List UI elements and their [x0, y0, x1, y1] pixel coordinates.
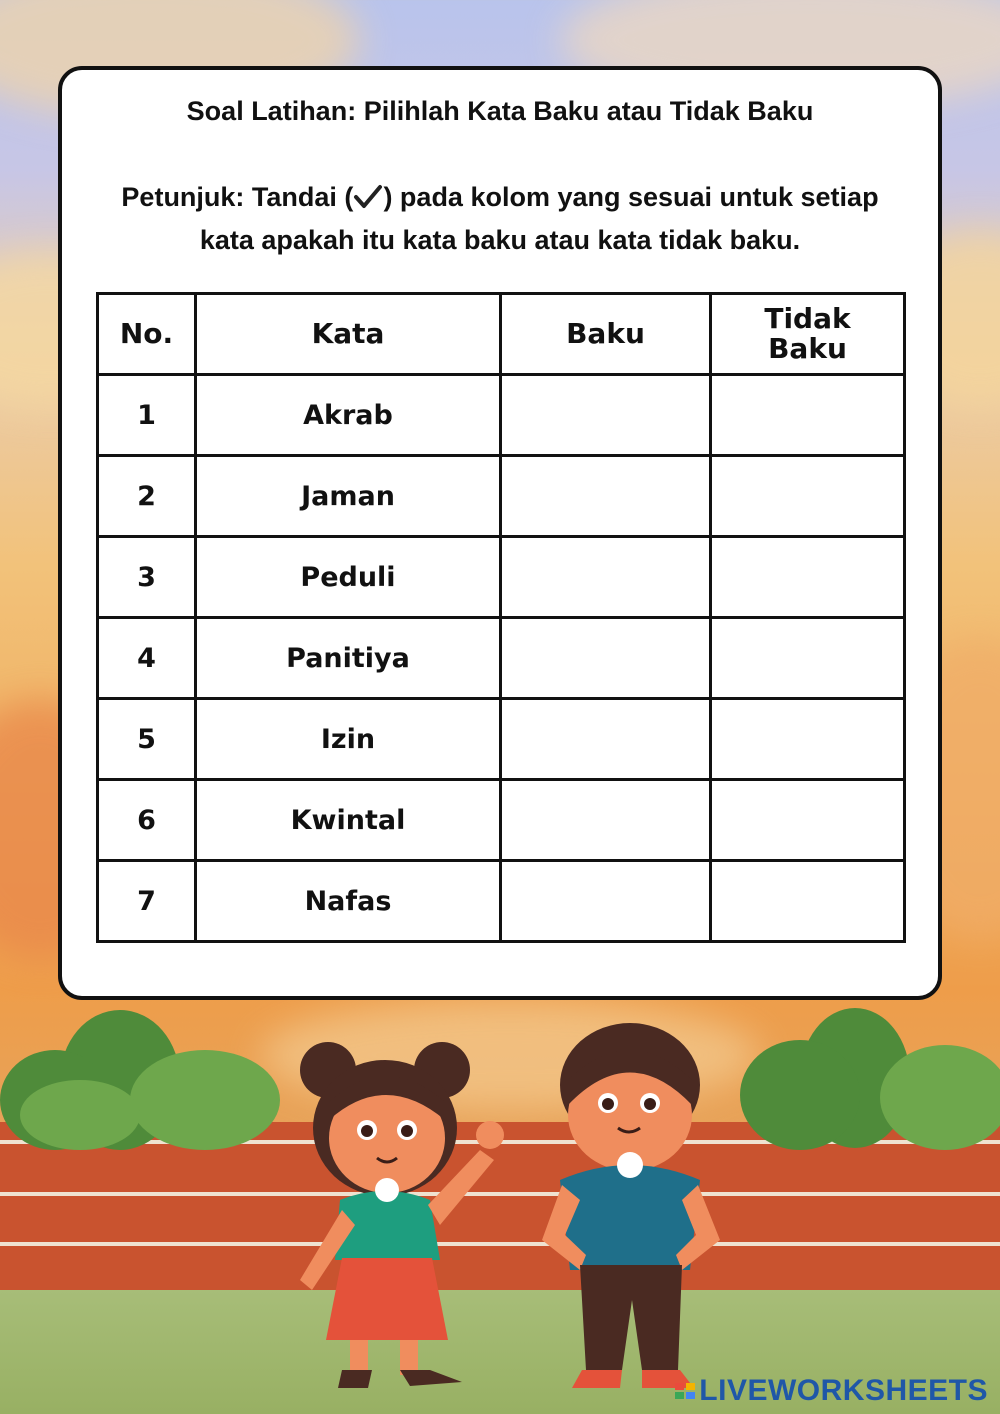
table-row	[98, 780, 905, 861]
tidak-baku-answer-cell[interactable]	[711, 537, 905, 618]
tidak-baku-answer-cell[interactable]	[711, 861, 905, 942]
row-number: 1	[98, 375, 196, 456]
boy-figure	[542, 1023, 720, 1388]
baku-answer-cell[interactable]	[501, 618, 711, 699]
row-word: Peduli	[196, 537, 501, 618]
header-baku: Baku	[501, 294, 711, 375]
row-word: Akrab	[196, 375, 501, 456]
row-word: Jaman	[196, 456, 501, 537]
worksheet-title: Soal Latihan: Pilihlah Kata Baku atau Tidak Baku	[186, 96, 814, 126]
worksheet-instruction	[92, 176, 908, 262]
row-number: 4	[98, 618, 196, 699]
tidak-baku-answer-cell[interactable]	[711, 780, 905, 861]
logo-text: LIVEWORKSHEETS	[699, 1374, 988, 1407]
table-row	[98, 456, 905, 537]
baku-answer-cell[interactable]	[501, 861, 711, 942]
row-number: 5	[98, 699, 196, 780]
tidak-baku-answer-cell[interactable]	[711, 699, 905, 780]
baku-answer-cell[interactable]	[501, 780, 711, 861]
tidak-baku-answer-cell[interactable]	[711, 375, 905, 456]
girl-figure	[300, 1042, 504, 1388]
row-word: Izin	[196, 699, 501, 780]
table-row	[98, 618, 905, 699]
baku-answer-cell[interactable]	[501, 699, 711, 780]
row-number: 7	[98, 861, 196, 942]
tidak-baku-answer-cell[interactable]	[711, 456, 905, 537]
row-word: Panitiya	[196, 618, 501, 699]
instruction-suffix: ) pada kolom yang sesuai untuk setiap kata apakah itu kata baku atau kata tidak baku.	[199, 182, 879, 255]
row-number: 3	[98, 537, 196, 618]
row-word: Nafas	[196, 861, 501, 942]
table-row	[98, 861, 905, 942]
row-word: Kwintal	[196, 780, 501, 861]
baku-answer-cell[interactable]	[501, 375, 711, 456]
row-number: 6	[98, 780, 196, 861]
children-illustration	[250, 1010, 730, 1400]
table-header-row	[98, 294, 905, 375]
header-no: No.	[98, 294, 196, 375]
header-kata: Kata	[196, 294, 501, 375]
table-row	[98, 375, 905, 456]
baku-answer-cell[interactable]	[501, 537, 711, 618]
instruction-prefix: Petunjuk: Tandai (	[121, 182, 354, 212]
table-row	[98, 537, 905, 618]
liveworksheets-logo-icon	[675, 1383, 695, 1399]
tidak-baku-answer-cell[interactable]	[711, 618, 905, 699]
header-tidak-baku: Tidak Baku	[711, 294, 905, 375]
checkmark-icon	[353, 184, 383, 210]
liveworksheets-logo[interactable]	[675, 1374, 988, 1408]
row-number: 2	[98, 456, 196, 537]
table-row	[98, 699, 905, 780]
baku-answer-cell[interactable]	[501, 456, 711, 537]
answer-table	[96, 292, 906, 943]
worksheet-card	[58, 66, 942, 1000]
